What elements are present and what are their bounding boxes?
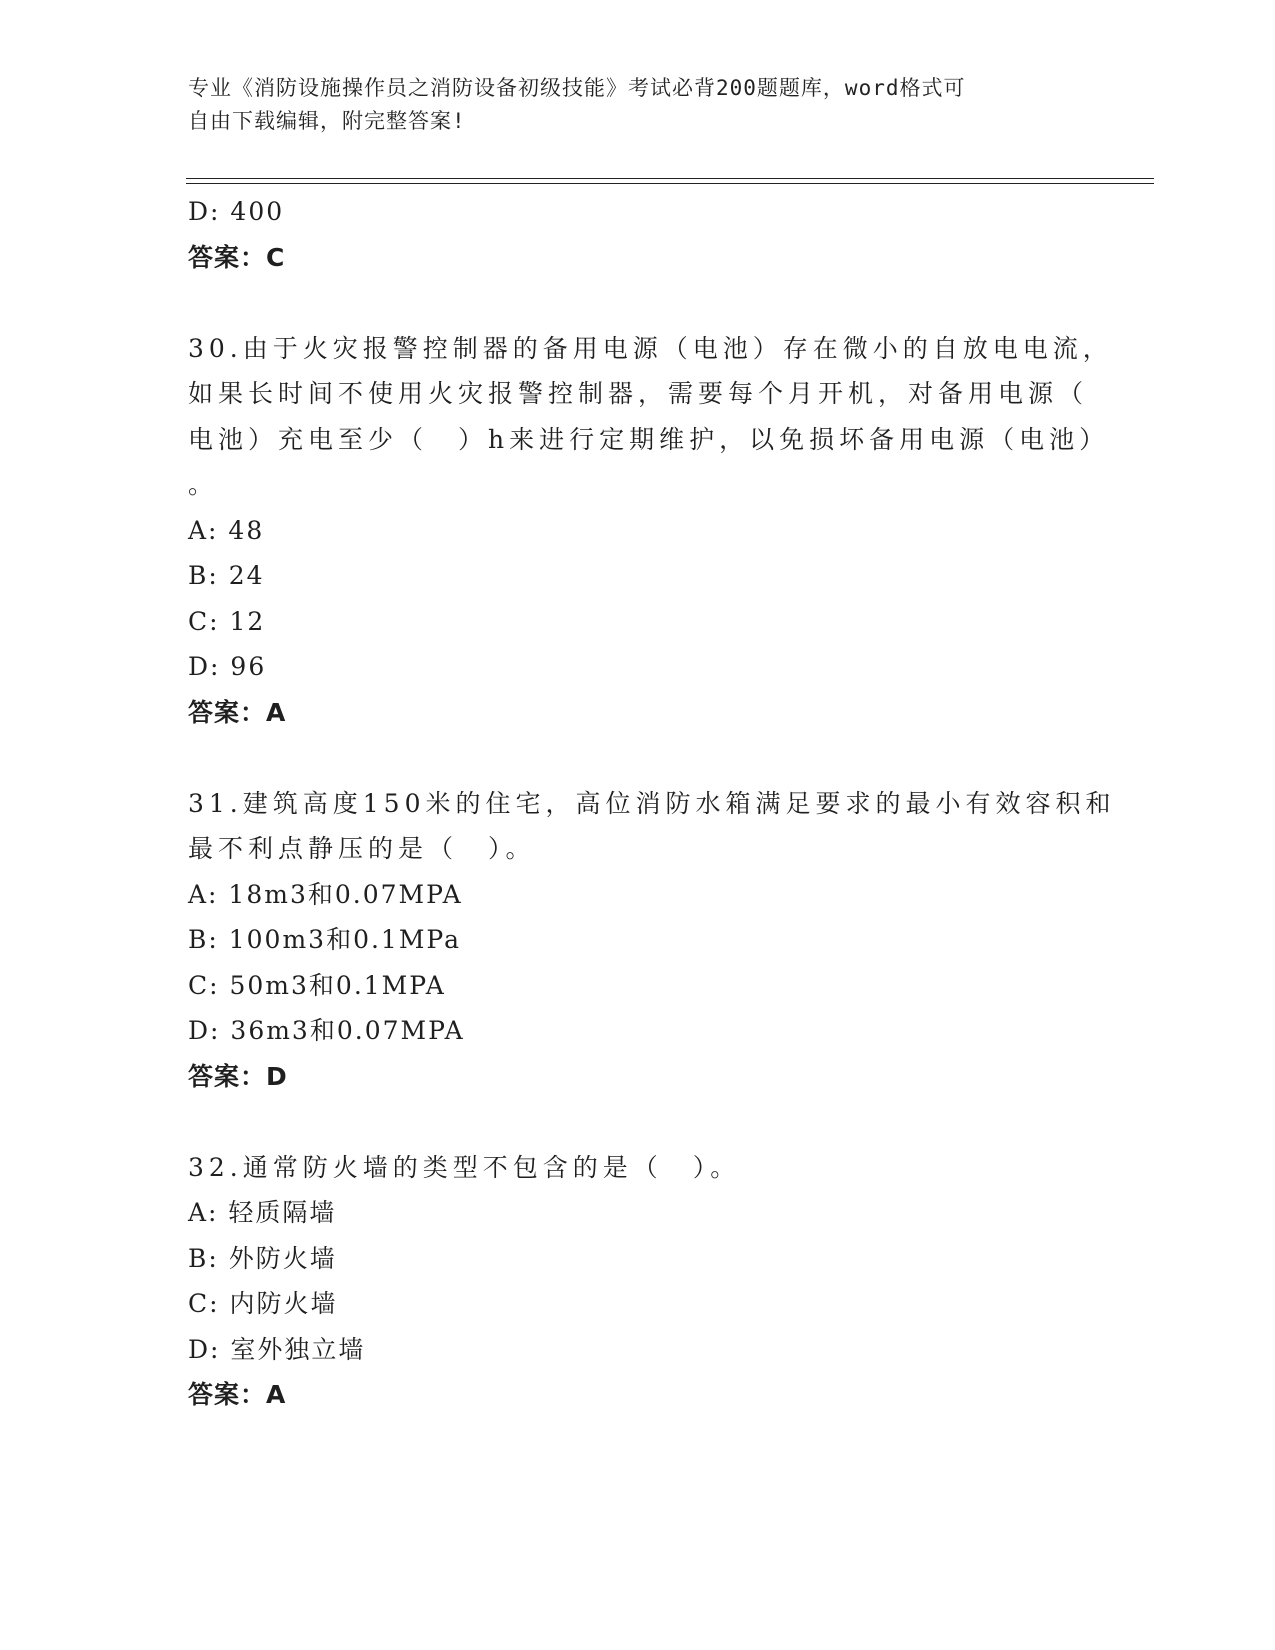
spacer: [188, 280, 1088, 326]
document-header: [188, 72, 1068, 138]
question-30-option-d: D: 96: [188, 652, 267, 681]
question-30-stem-line: 电池）充电至少（ ）h来进行定期维护，以免损坏备用电源（电池）: [188, 424, 1110, 454]
question-32-stem: [188, 1145, 1088, 1191]
question-31-stem-line: 最不利点静压的是（ ）。: [188, 834, 536, 863]
question-31-stem: [188, 781, 1116, 872]
question-30-answer: 答案：A: [188, 697, 287, 727]
header-title-line-2: 自由下载编辑，附完整答案!: [188, 109, 466, 133]
question-31-option-d: D: 36m3和0.07MPA: [188, 1016, 465, 1045]
header-divider-top: [186, 178, 1154, 179]
question-31-stem-line: 31.建筑高度150米的住宅，高位消防水箱满足要求的最小有效容积和: [188, 788, 1116, 818]
question-31-answer: 答案：D: [188, 1061, 288, 1091]
question-30-stem-line: 30.由于火灾报警控制器的备用电源（电池）存在微小的自放电电流，: [188, 333, 1113, 363]
question-31-option-a: A: 18m3和0.07MPA: [188, 879, 463, 909]
question-32-option-c: C: 内防火墙: [188, 1289, 338, 1318]
question-31-option-c: C: 50m3和0.1MPA: [188, 970, 446, 1000]
question-30-stem: [188, 326, 1113, 508]
question-32-option-b: B: 外防火墙: [188, 1243, 337, 1273]
question-32-stem-line: 32.通常防火墙的类型不包含的是（ ）。: [188, 1152, 741, 1182]
prev-answer: 答案：C: [188, 242, 286, 272]
prev-option-d: D: 400: [188, 197, 285, 226]
question-30-option-b: B: 24: [188, 561, 265, 590]
header-divider-bottom: [186, 183, 1154, 184]
spacer: [188, 735, 1088, 781]
question-30-option-a: A: 48: [188, 515, 265, 545]
question-30-stem-line: 如果长时间不使用火灾报警控制器，需要每个月开机，对备用电源（: [188, 379, 1089, 408]
question-32-option-d: D: 室外独立墙: [188, 1334, 366, 1364]
question-30-option-c: C: 12: [188, 606, 266, 636]
question-30-stem-line: 。: [188, 470, 219, 499]
question-32-option-a: A: 轻质隔墙: [188, 1198, 337, 1227]
question-31-option-b: B: 100m3和0.1MPa: [188, 925, 462, 954]
question-list: [188, 189, 1116, 1418]
spacer: [188, 1099, 1088, 1145]
question-32-answer: 答案：A: [188, 1380, 287, 1409]
header-title-line-1: 专业《消防设施操作员之消防设备初级技能》考试必背200题题库，word格式可: [188, 76, 966, 100]
